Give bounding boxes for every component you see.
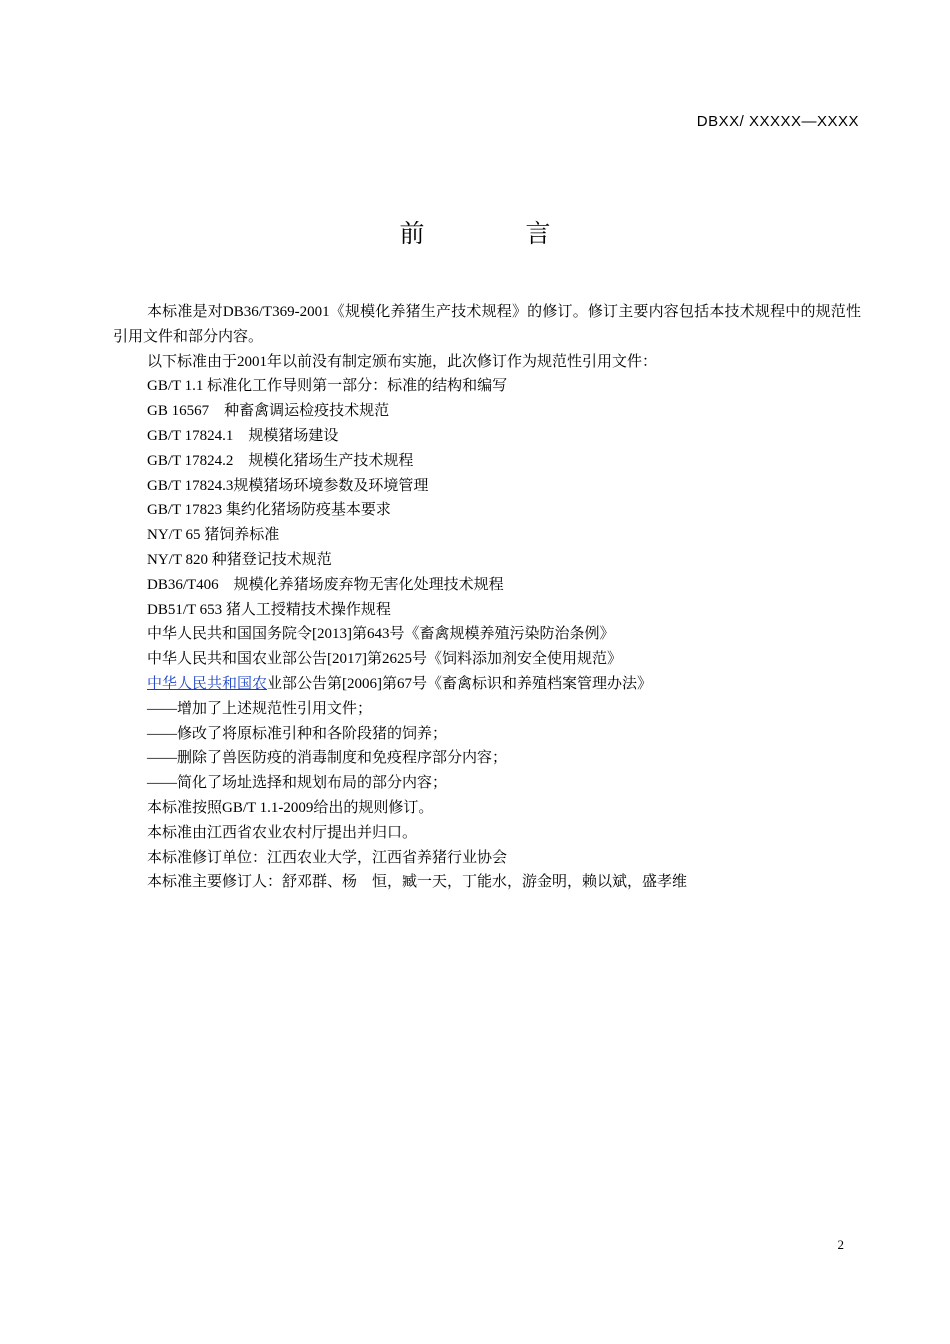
change-item: ——删除了兽医防疫的消毒制度和免疫程序部分内容； <box>147 750 508 767</box>
intro-paragraph: 本标准是对DB36/T369-2001《规模化养猪生产技术规程》的修订。修订主要内容包括本技术规程中的规范性引用文件和部分内容。 <box>113 304 861 345</box>
reference-item: GB/T 17824.1 规模猪场建设 <box>147 427 339 444</box>
closing-line: 本标准主要修订人：舒邓群、杨 恒，臧一天，丁能水，游金明，赖以斌，盛孝维 <box>147 874 688 891</box>
change-item: ——增加了上述规范性引用文件； <box>147 700 373 717</box>
page-title: 前 言 <box>399 219 589 248</box>
closing-line: 本标准修订单位：江西农业大学，江西省养猪行业协会 <box>147 849 508 866</box>
reference-item: 中华人民共和国国务院令[2013]第643号《畜禽规模养殖污染防治条例》 <box>147 626 615 643</box>
reference-item-last <box>113 672 861 697</box>
reference-item: GB/T 17824.2 规模化猪场生产技术规程 <box>147 452 414 469</box>
closing-line: 本标准由江西省农业农村厅提出并归口。 <box>147 824 418 841</box>
references-intro: 以下标准由于2001年以前没有制定颁布实施，此次修订作为规范性引用文件： <box>147 353 658 370</box>
reference-link[interactable]: 中华人民共和国农 <box>147 675 268 692</box>
foreword-body <box>113 300 861 895</box>
reference-item: GB/T 17823 集约化猪场防疫基本要求 <box>147 502 391 519</box>
closing-line: 本标准按照GB/T 1.1-2009给出的规则修订。 <box>147 799 434 816</box>
reference-link-rest: 业部公告第[2006]第67号《畜禽标识和养殖档案管理办法》 <box>267 675 653 692</box>
reference-item: DB51/T 653 猪人工授精技术操作规程 <box>147 601 391 618</box>
document-code: DBXX/ XXXXX—XXXX <box>696 113 859 130</box>
reference-item: DB36/T406 规模化养猪场废弃物无害化处理技术规程 <box>147 576 504 593</box>
reference-item: GB/T 1.1 标准化工作导则第一部分：标准的结构和编写 <box>147 378 508 395</box>
reference-item: GB/T 17824.3规模猪场环境参数及环境管理 <box>147 477 429 494</box>
reference-item: GB 16567 种畜禽调运检疫技术规范 <box>147 403 390 420</box>
change-item: ——简化了场址选择和规划布局的部分内容； <box>147 775 448 792</box>
change-item: ——修改了将原标准引种和各阶段猪的饲养； <box>147 725 448 742</box>
page-number: 2 <box>837 1237 844 1252</box>
reference-item: NY/T 65 猪饲养标准 <box>147 527 280 544</box>
reference-item: NY/T 820 种猪登记技术规范 <box>147 551 332 568</box>
reference-item: 中华人民共和国农业部公告[2017]第2625号《饲料添加剂安全使用规范》 <box>147 651 622 668</box>
